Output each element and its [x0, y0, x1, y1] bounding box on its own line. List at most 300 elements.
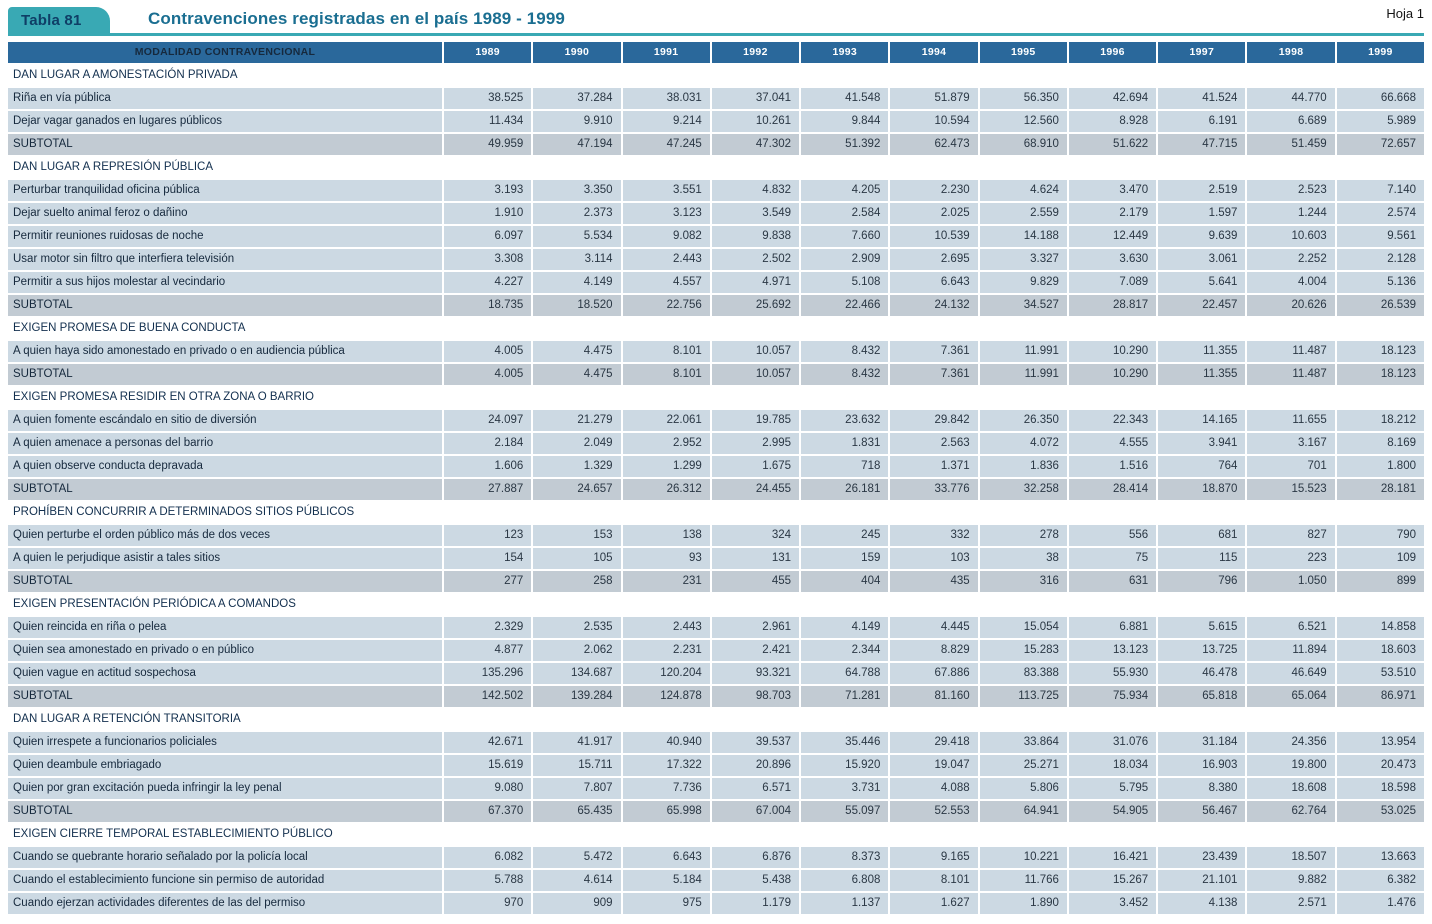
cell-value: 4.971: [712, 272, 799, 293]
cell-value: 1.299: [623, 456, 710, 477]
cell-value: 7.089: [1069, 272, 1156, 293]
cell-value: 56.467: [1158, 801, 1245, 822]
cell-value: 39.537: [712, 732, 799, 753]
cell-value: 2.584: [801, 203, 888, 224]
cell-value: 5.795: [1069, 778, 1156, 799]
cell-value: 20.896: [712, 755, 799, 776]
cell-value: 13.663: [1337, 847, 1424, 868]
cell-value: 142.502: [444, 686, 531, 707]
row-label: Dejar vagar ganados en lugares públicos: [8, 111, 442, 132]
cell-value: 8.380: [1158, 778, 1245, 799]
cell-value: 22.061: [623, 410, 710, 431]
cell-value: 52.553: [890, 801, 977, 822]
table-row: [8, 732, 1424, 753]
cell-value: 4.088: [890, 778, 977, 799]
cell-value: 9.639: [1158, 226, 1245, 247]
cell-value: 67.004: [712, 801, 799, 822]
section-header: DAN LUGAR A REPRESIÓN PÚBLICA: [8, 157, 1424, 178]
cell-value: 14.858: [1337, 617, 1424, 638]
cell-value: 3.551: [623, 180, 710, 201]
table-row: [8, 180, 1424, 201]
cell-value: 105: [533, 548, 620, 569]
cell-value: 9.829: [980, 272, 1067, 293]
cell-value: 20.626: [1247, 295, 1334, 316]
cell-value: 2.909: [801, 249, 888, 270]
cell-value: 1.137: [801, 893, 888, 914]
cell-value: 3.470: [1069, 180, 1156, 201]
cell-value: 5.615: [1158, 617, 1245, 638]
cell-value: 1.627: [890, 893, 977, 914]
table-row: [8, 272, 1424, 293]
cell-value: 324: [712, 525, 799, 546]
cell-value: 9.844: [801, 111, 888, 132]
cell-value: 24.356: [1247, 732, 1334, 753]
cell-value: 123: [444, 525, 531, 546]
cell-value: 796: [1158, 571, 1245, 592]
cell-value: 44.770: [1247, 88, 1334, 109]
cell-value: 2.523: [1247, 180, 1334, 201]
cell-value: 16.421: [1069, 847, 1156, 868]
cell-value: 8.829: [890, 640, 977, 661]
cell-value: 2.421: [712, 640, 799, 661]
cell-value: 6.689: [1247, 111, 1334, 132]
cell-value: 3.350: [533, 180, 620, 201]
table-row: [8, 548, 1424, 569]
cell-value: 53.510: [1337, 663, 1424, 684]
cell-value: 3.941: [1158, 433, 1245, 454]
row-label: SUBTOTAL: [8, 686, 442, 707]
cell-value: 64.788: [801, 663, 888, 684]
cell-value: 24.455: [712, 479, 799, 500]
contraventions-table: [8, 42, 1424, 914]
cell-value: 10.290: [1069, 364, 1156, 385]
cell-value: 41.917: [533, 732, 620, 753]
row-label: SUBTOTAL: [8, 479, 442, 500]
cell-value: 975: [623, 893, 710, 914]
cell-value: 9.561: [1337, 226, 1424, 247]
cell-value: 2.559: [980, 203, 1067, 224]
cell-value: 4.614: [533, 870, 620, 891]
cell-value: 18.603: [1337, 640, 1424, 661]
cell-value: 7.736: [623, 778, 710, 799]
cell-value: 8.373: [801, 847, 888, 868]
subtotal-row: [8, 364, 1424, 385]
cell-value: 23.439: [1158, 847, 1245, 868]
cell-value: 2.231: [623, 640, 710, 661]
column-header-year: 1996: [1069, 42, 1156, 63]
subtotal-row: [8, 134, 1424, 155]
cell-value: 67.886: [890, 663, 977, 684]
cell-value: 65.998: [623, 801, 710, 822]
row-label: SUBTOTAL: [8, 134, 442, 155]
cell-value: 3.123: [623, 203, 710, 224]
cell-value: 18.034: [1069, 755, 1156, 776]
cell-value: 1.244: [1247, 203, 1334, 224]
table-row: [8, 617, 1424, 638]
row-label: Cuando ejerzan actividades diferentes de las del permiso: [8, 893, 442, 914]
cell-value: 4.557: [623, 272, 710, 293]
cell-value: 9.214: [623, 111, 710, 132]
cell-value: 21.101: [1158, 870, 1245, 891]
cell-value: 86.971: [1337, 686, 1424, 707]
cell-value: 14.165: [1158, 410, 1245, 431]
cell-value: 231: [623, 571, 710, 592]
row-label: Quien irrespete a funcionarios policiales: [8, 732, 442, 753]
cell-value: 1.890: [980, 893, 1067, 914]
cell-value: 10.539: [890, 226, 977, 247]
table-row: [8, 778, 1424, 799]
cell-value: 15.283: [980, 640, 1067, 661]
cell-value: 15.054: [980, 617, 1067, 638]
row-label: Perturbar tranquilidad oficina pública: [8, 180, 442, 201]
cell-value: 75: [1069, 548, 1156, 569]
cell-value: 455: [712, 571, 799, 592]
cell-value: 139.284: [533, 686, 620, 707]
cell-value: 68.910: [980, 134, 1067, 155]
cell-value: 37.041: [712, 88, 799, 109]
cell-value: 27.887: [444, 479, 531, 500]
cell-value: 3.114: [533, 249, 620, 270]
cell-value: 2.695: [890, 249, 977, 270]
cell-value: 15.619: [444, 755, 531, 776]
cell-value: 18.870: [1158, 479, 1245, 500]
column-header-year: 1997: [1158, 42, 1245, 63]
cell-value: 2.184: [444, 433, 531, 454]
cell-value: 19.785: [712, 410, 799, 431]
row-label: Cuando el establecimiento funcione sin permiso de autoridad: [8, 870, 442, 891]
cell-value: 42.694: [1069, 88, 1156, 109]
cell-value: 26.312: [623, 479, 710, 500]
cell-value: 93.321: [712, 663, 799, 684]
cell-value: 22.457: [1158, 295, 1245, 316]
cell-value: 65.435: [533, 801, 620, 822]
cell-value: 18.123: [1337, 364, 1424, 385]
cell-value: 3.452: [1069, 893, 1156, 914]
row-label: Quien perturbe el orden público más de dos veces: [8, 525, 442, 546]
cell-value: 3.061: [1158, 249, 1245, 270]
cell-value: 1.800: [1337, 456, 1424, 477]
cell-value: 5.438: [712, 870, 799, 891]
cell-value: 7.807: [533, 778, 620, 799]
table-header-bar: [8, 5, 1424, 36]
cell-value: 4.877: [444, 640, 531, 661]
section-header: DAN LUGAR A RETENCIÓN TRANSITORIA: [8, 709, 1424, 730]
cell-value: 2.329: [444, 617, 531, 638]
column-header-year: 1999: [1337, 42, 1424, 63]
cell-value: 223: [1247, 548, 1334, 569]
cell-value: 12.560: [980, 111, 1067, 132]
column-header-year: 1989: [444, 42, 531, 63]
column-header-year: 1995: [980, 42, 1067, 63]
cell-value: 4.475: [533, 341, 620, 362]
cell-value: 25.692: [712, 295, 799, 316]
section-header: EXIGEN PROMESA DE BUENA CONDUCTA: [8, 318, 1424, 339]
column-header-year: 1992: [712, 42, 799, 63]
cell-value: 33.776: [890, 479, 977, 500]
cell-value: 2.230: [890, 180, 977, 201]
cell-value: 15.523: [1247, 479, 1334, 500]
cell-value: 6.876: [712, 847, 799, 868]
cell-value: 1.179: [712, 893, 799, 914]
cell-value: 12.449: [1069, 226, 1156, 247]
cell-value: 5.534: [533, 226, 620, 247]
cell-value: 2.179: [1069, 203, 1156, 224]
table-row: [8, 88, 1424, 109]
cell-value: 51.459: [1247, 134, 1334, 155]
cell-value: 134.687: [533, 663, 620, 684]
cell-value: 81.160: [890, 686, 977, 707]
cell-value: 47.715: [1158, 134, 1245, 155]
cell-value: 18.608: [1247, 778, 1334, 799]
cell-value: 38.031: [623, 88, 710, 109]
table-row: [8, 525, 1424, 546]
cell-value: 75.934: [1069, 686, 1156, 707]
section-header: DAN LUGAR A AMONESTACIÓN PRIVADA: [8, 65, 1424, 86]
cell-value: 4.005: [444, 364, 531, 385]
cell-value: 3.549: [712, 203, 799, 224]
cell-value: 404: [801, 571, 888, 592]
cell-value: 5.184: [623, 870, 710, 891]
cell-value: 8.101: [890, 870, 977, 891]
row-label: A quien le perjudique asistir a tales sitios: [8, 548, 442, 569]
cell-value: 8.101: [623, 364, 710, 385]
cell-value: 8.928: [1069, 111, 1156, 132]
cell-value: 18.598: [1337, 778, 1424, 799]
cell-value: 98.703: [712, 686, 799, 707]
section-header: EXIGEN PROMESA RESIDIR EN OTRA ZONA O BARRIO: [8, 387, 1424, 408]
column-header-modality: MODALIDAD CONTRAVENCIONAL: [8, 42, 442, 63]
cell-value: 2.062: [533, 640, 620, 661]
cell-value: 46.649: [1247, 663, 1334, 684]
cell-value: 9.165: [890, 847, 977, 868]
row-label: Dejar suelto animal feroz o dañino: [8, 203, 442, 224]
table-row: [8, 203, 1424, 224]
row-label: SUBTOTAL: [8, 571, 442, 592]
cell-value: 909: [533, 893, 620, 914]
cell-value: 9.882: [1247, 870, 1334, 891]
row-label: Permitir a sus hijos molestar al vecindario: [8, 272, 442, 293]
cell-value: 34.527: [980, 295, 1067, 316]
cell-value: 3.630: [1069, 249, 1156, 270]
cell-value: 5.788: [444, 870, 531, 891]
cell-value: 29.418: [890, 732, 977, 753]
cell-value: 4.555: [1069, 433, 1156, 454]
cell-value: 970: [444, 893, 531, 914]
cell-value: 13.123: [1069, 640, 1156, 661]
cell-value: 4.072: [980, 433, 1067, 454]
cell-value: 2.563: [890, 433, 977, 454]
subtotal-row: [8, 479, 1424, 500]
cell-value: 10.594: [890, 111, 977, 132]
cell-value: 316: [980, 571, 1067, 592]
cell-value: 11.434: [444, 111, 531, 132]
cell-value: 11.894: [1247, 640, 1334, 661]
cell-value: 245: [801, 525, 888, 546]
cell-value: 26.539: [1337, 295, 1424, 316]
cell-value: 5.108: [801, 272, 888, 293]
cell-value: 17.322: [623, 755, 710, 776]
cell-value: 681: [1158, 525, 1245, 546]
cell-value: 1.831: [801, 433, 888, 454]
cell-value: 2.502: [712, 249, 799, 270]
cell-value: 7.361: [890, 341, 977, 362]
cell-value: 51.392: [801, 134, 888, 155]
cell-value: 33.864: [980, 732, 1067, 753]
cell-value: 2.252: [1247, 249, 1334, 270]
cell-value: 332: [890, 525, 977, 546]
cell-value: 71.281: [801, 686, 888, 707]
cell-value: 258: [533, 571, 620, 592]
cell-value: 277: [444, 571, 531, 592]
cell-value: 46.478: [1158, 663, 1245, 684]
cell-value: 24.132: [890, 295, 977, 316]
cell-value: 7.140: [1337, 180, 1424, 201]
cell-value: 38.525: [444, 88, 531, 109]
cell-value: 2.995: [712, 433, 799, 454]
cell-value: 55.097: [801, 801, 888, 822]
cell-value: 64.941: [980, 801, 1067, 822]
table-header-row: [8, 42, 1424, 63]
row-label: Quien por gran excitación pueda infringir la ley penal: [8, 778, 442, 799]
cell-value: 1.675: [712, 456, 799, 477]
table-row: [8, 870, 1424, 891]
cell-value: 23.632: [801, 410, 888, 431]
cell-value: 22.466: [801, 295, 888, 316]
cell-value: 10.057: [712, 364, 799, 385]
cell-value: 38: [980, 548, 1067, 569]
cell-value: 899: [1337, 571, 1424, 592]
row-label: A quien observe conducta depravada: [8, 456, 442, 477]
cell-value: 11.487: [1247, 364, 1334, 385]
cell-value: 7.361: [890, 364, 977, 385]
cell-value: 56.350: [980, 88, 1067, 109]
table-row: [8, 111, 1424, 132]
cell-value: 28.181: [1337, 479, 1424, 500]
cell-value: 2.519: [1158, 180, 1245, 201]
cell-value: 62.764: [1247, 801, 1334, 822]
cell-value: 4.624: [980, 180, 1067, 201]
cell-value: 631: [1069, 571, 1156, 592]
cell-value: 37.284: [533, 88, 620, 109]
cell-value: 1.050: [1247, 571, 1334, 592]
cell-value: 11.655: [1247, 410, 1334, 431]
cell-value: 11.991: [980, 341, 1067, 362]
cell-value: 22.343: [1069, 410, 1156, 431]
row-label: SUBTOTAL: [8, 801, 442, 822]
cell-value: 7.660: [801, 226, 888, 247]
cell-value: 51.622: [1069, 134, 1156, 155]
cell-value: 15.711: [533, 755, 620, 776]
cell-value: 3.308: [444, 249, 531, 270]
row-label: A quien amenace a personas del barrio: [8, 433, 442, 454]
cell-value: 4.475: [533, 364, 620, 385]
cell-value: 3.193: [444, 180, 531, 201]
row-label: A quien haya sido amonestado en privado o en audiencia pública: [8, 341, 442, 362]
subtotal-row: [8, 571, 1424, 592]
cell-value: 131: [712, 548, 799, 569]
row-label: SUBTOTAL: [8, 295, 442, 316]
row-label: A quien fomente escándalo en sitio de diversión: [8, 410, 442, 431]
cell-value: 53.025: [1337, 801, 1424, 822]
cell-value: 4.005: [444, 341, 531, 362]
section-header: EXIGEN PRESENTACIÓN PERIÓDICA A COMANDOS: [8, 594, 1424, 615]
column-header-year: 1990: [533, 42, 620, 63]
table-row: [8, 341, 1424, 362]
column-header-year: 1993: [801, 42, 888, 63]
row-label: Permitir reuniones ruidosas de noche: [8, 226, 442, 247]
cell-value: 4.004: [1247, 272, 1334, 293]
column-header-year: 1991: [623, 42, 710, 63]
cell-value: 6.082: [444, 847, 531, 868]
cell-value: 1.371: [890, 456, 977, 477]
row-label: Cuando se quebrante horario señalado por la policía local: [8, 847, 442, 868]
cell-value: 65.064: [1247, 686, 1334, 707]
cell-value: 3.731: [801, 778, 888, 799]
cell-value: 10.603: [1247, 226, 1334, 247]
cell-value: 83.388: [980, 663, 1067, 684]
cell-value: 10.057: [712, 341, 799, 362]
cell-value: 153: [533, 525, 620, 546]
cell-value: 9.080: [444, 778, 531, 799]
cell-value: 41.524: [1158, 88, 1245, 109]
cell-value: 6.521: [1247, 617, 1334, 638]
cell-value: 42.671: [444, 732, 531, 753]
cell-value: 11.991: [980, 364, 1067, 385]
cell-value: 13.725: [1158, 640, 1245, 661]
cell-value: 6.097: [444, 226, 531, 247]
subtotal-row: [8, 295, 1424, 316]
cell-value: 5.472: [533, 847, 620, 868]
cell-value: 21.279: [533, 410, 620, 431]
cell-value: 11.355: [1158, 364, 1245, 385]
cell-value: 154: [444, 548, 531, 569]
cell-value: 11.766: [980, 870, 1067, 891]
cell-value: 29.842: [890, 410, 977, 431]
cell-value: 1.836: [980, 456, 1067, 477]
section-header: EXIGEN CIERRE TEMPORAL ESTABLECIMIENTO PÚBLICO: [8, 824, 1424, 845]
cell-value: 65.818: [1158, 686, 1245, 707]
cell-value: 556: [1069, 525, 1156, 546]
cell-value: 5.136: [1337, 272, 1424, 293]
cell-value: 2.574: [1337, 203, 1424, 224]
cell-value: 5.989: [1337, 111, 1424, 132]
cell-value: 8.432: [801, 341, 888, 362]
cell-value: 6.643: [890, 272, 977, 293]
row-label: Riña en vía pública: [8, 88, 442, 109]
row-label: Quien deambule embriagado: [8, 755, 442, 776]
table-row: [8, 226, 1424, 247]
cell-value: 55.930: [1069, 663, 1156, 684]
cell-value: 790: [1337, 525, 1424, 546]
cell-value: 827: [1247, 525, 1334, 546]
cell-value: 11.355: [1158, 341, 1245, 362]
subtotal-row: [8, 801, 1424, 822]
cell-value: 47.302: [712, 134, 799, 155]
cell-value: 6.382: [1337, 870, 1424, 891]
cell-value: 2.049: [533, 433, 620, 454]
table-row: [8, 663, 1424, 684]
cell-value: 718: [801, 456, 888, 477]
cell-value: 18.507: [1247, 847, 1334, 868]
cell-value: 10.261: [712, 111, 799, 132]
cell-value: 35.446: [801, 732, 888, 753]
cell-value: 4.149: [533, 272, 620, 293]
cell-value: 4.227: [444, 272, 531, 293]
table-number-badge: Tabla 81: [8, 7, 110, 34]
cell-value: 135.296: [444, 663, 531, 684]
cell-value: 25.271: [980, 755, 1067, 776]
cell-value: 16.903: [1158, 755, 1245, 776]
